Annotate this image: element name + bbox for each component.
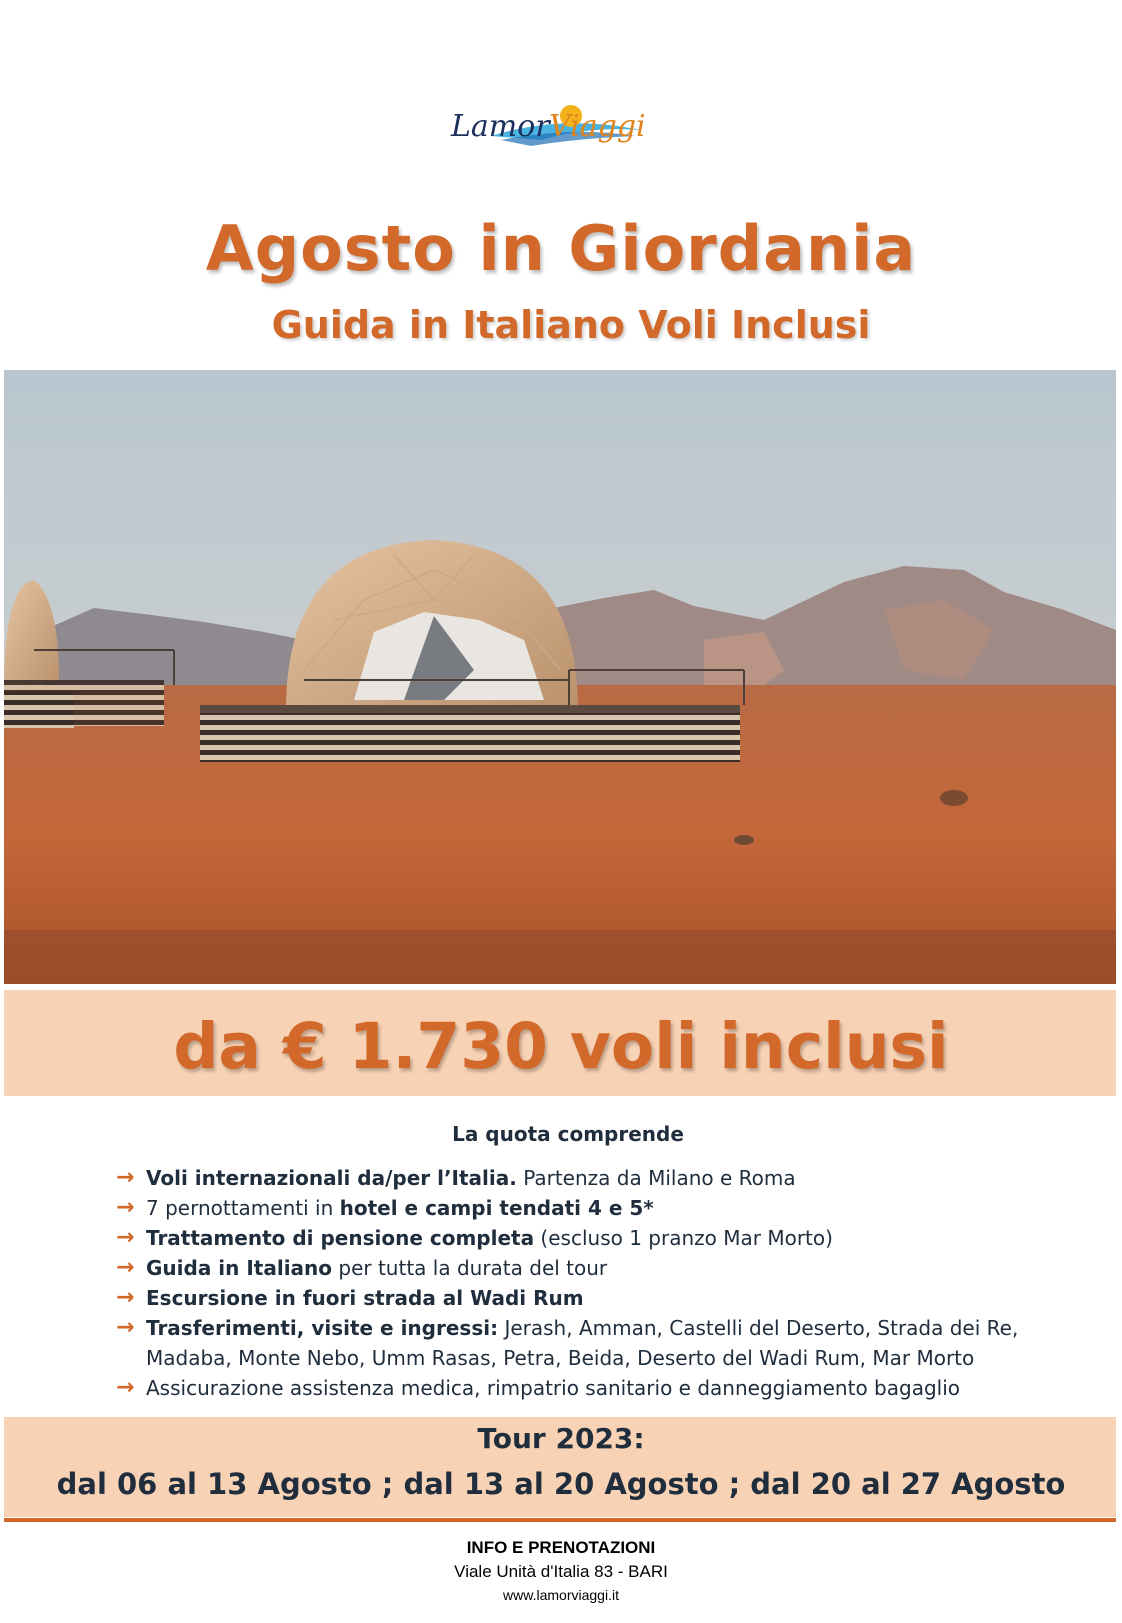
item-text: Jerash, Amman, Castelli del Deserto, Strada dei Re, [498,1316,1019,1340]
list-item [116,1163,1106,1193]
price-headline: da € 1.730 voli inclusi [173,1010,949,1083]
arrow-right-icon: → [116,1375,135,1400]
item-bold: Trasferimenti, visite e ingressi: [146,1316,499,1340]
list-item [116,1223,1106,1253]
item-bold: Escursione in fuori strada al Wadi Rum [146,1286,584,1310]
brand-logo [0,96,1122,156]
arrow-right-icon: → [116,1255,135,1280]
list-item [116,1313,1106,1373]
includes-title: La quota comprende [452,1122,684,1146]
includes-list [116,1163,1106,1403]
desert-dome-tent-photo-icon [4,370,1116,984]
item-bold: hotel e campi tendati 4 e 5* [339,1196,654,1220]
info-title: INFO E PRENOTAZIONI [466,1538,656,1557]
hero-photo [4,370,1116,984]
info-address: Viale Unità d'Italia 83 - BARI [454,1562,668,1581]
arrow-right-icon: → [116,1315,135,1340]
logo-text-viaggi: Viaggi [549,109,646,144]
lamorviaggi-logo-icon [431,96,691,156]
page-title: Agosto in Giordania [205,212,917,285]
item-text: Assicurazione assistenza medica, rimpatrio sanitario e danneggiamento bagaglio [146,1376,960,1400]
item-bold: Voli internazionali da/per l’Italia. [146,1166,517,1190]
divider [4,1518,1116,1522]
item-pre: 7 pernottamenti in [146,1196,340,1220]
arrow-right-icon: → [116,1285,135,1310]
item-text: per tutta la durata del tour [332,1256,608,1280]
tour-dates: dal 06 al 13 Agosto ; dal 13 al 20 Agosto ; dal 20 al 27 Agosto [56,1467,1066,1501]
list-item [116,1253,1106,1283]
list-item [116,1373,1106,1403]
logo-text-lamor: Lamor [451,109,550,144]
item-text: (escluso 1 pranzo Mar Morto) [534,1226,833,1250]
arrow-right-icon: → [116,1225,135,1250]
arrow-right-icon: → [116,1165,135,1190]
item-bold: Trattamento di pensione completa [146,1226,535,1250]
item-text-line2: Madaba, Monte Nebo, Umm Rasas, Petra, Beida, Deserto del Wadi Rum, Mar Morto [146,1346,975,1370]
list-item [116,1283,1106,1313]
list-item [116,1193,1106,1223]
page-subtitle: Guida in Italiano Voli Inclusi [271,303,871,347]
website-link[interactable]: www.lamorviaggi.it [503,1587,619,1603]
tour-title: Tour 2023: [477,1422,645,1455]
arrow-right-icon: → [116,1195,135,1220]
item-bold: Guida in Italiano [146,1256,333,1280]
item-text: Partenza da Milano e Roma [516,1166,796,1190]
